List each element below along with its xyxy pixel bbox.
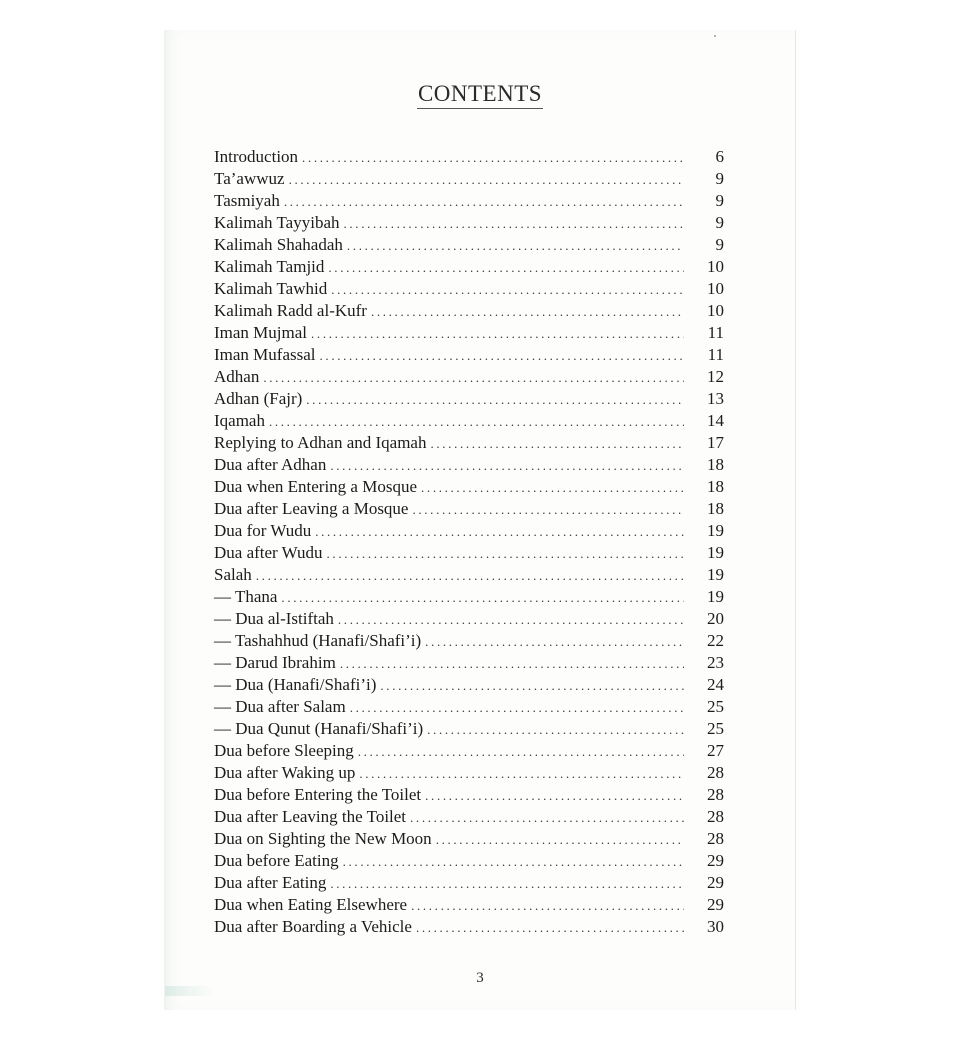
toc-entry-page: 13	[707, 389, 724, 408]
toc-dot-leader	[410, 807, 684, 829]
toc-entry-title: — Thana	[214, 587, 278, 606]
toc-dot-leader	[281, 587, 684, 609]
toc-entry	[214, 146, 724, 168]
toc-entry-title: — Dua al-Istiftah	[214, 609, 334, 628]
toc-entry-page: 11	[707, 323, 724, 342]
toc-entry-page: 18	[707, 477, 724, 496]
toc-entry-page: 28	[707, 785, 724, 804]
toc-entry-page: 27	[707, 741, 724, 760]
toc-entry	[214, 388, 724, 410]
toc-entry-page: 9	[715, 235, 724, 254]
toc-entry-title: Dua after Leaving a Mosque	[214, 499, 409, 518]
page-speck	[714, 35, 716, 37]
toc-entry	[214, 542, 724, 564]
toc-entry-page: 24	[707, 675, 724, 694]
toc-entry-title: — Dua Qunut (Hanafi/Shafi’i)	[214, 719, 424, 738]
toc-dot-leader	[338, 609, 684, 631]
toc-entry-page: 25	[707, 719, 724, 738]
toc-entry-title: — Darud Ibrahim	[214, 653, 336, 672]
toc-entry	[214, 608, 724, 630]
toc-entry-page: 9	[715, 169, 724, 188]
toc-entry-page: 28	[707, 763, 724, 782]
toc-entry-page: 6	[715, 147, 724, 166]
toc-entry	[214, 718, 724, 740]
toc-dot-leader	[430, 433, 684, 455]
toc-entry-title: Adhan	[214, 367, 260, 386]
toc-entry-title: Iman Mujmal	[214, 323, 308, 342]
toc-entry-title: — Dua after Salam	[214, 697, 346, 716]
toc-dot-leader	[330, 455, 684, 477]
toc-entry-page: 19	[707, 521, 724, 540]
toc-dot-leader	[328, 257, 684, 279]
toc-entry	[214, 168, 724, 190]
toc-entry-page: 18	[707, 455, 724, 474]
toc-entry-title: Replying to Adhan and Iqamah	[214, 433, 427, 452]
toc-entry-page: 9	[715, 191, 724, 210]
toc-entry	[214, 872, 724, 894]
toc-dot-leader	[411, 895, 684, 917]
toc-entry-page: 29	[707, 851, 724, 870]
toc-entry-page: 10	[707, 257, 724, 276]
toc-entry	[214, 300, 724, 322]
toc-entry-title: — Tashahhud (Hanafi/Shafi’i)	[214, 631, 422, 650]
toc-dot-leader	[330, 873, 684, 895]
toc-entry-title: Kalimah Shahadah	[214, 235, 343, 254]
page-number: 3	[476, 970, 484, 986]
toc-entry	[214, 190, 724, 212]
toc-entry-title: Adhan (Fajr)	[214, 389, 303, 408]
toc-dot-leader	[350, 697, 684, 719]
toc-dot-leader	[284, 191, 684, 213]
toc-dot-leader	[256, 565, 684, 587]
toc-dot-leader	[311, 323, 684, 345]
toc-entry-title: Ta’awwuz	[214, 169, 285, 188]
toc-entry	[214, 410, 724, 432]
toc-entry-page: 28	[707, 807, 724, 826]
toc-dot-leader	[380, 675, 684, 697]
toc-dot-leader	[289, 169, 684, 191]
toc-dot-leader	[263, 367, 684, 389]
toc-dot-leader	[331, 279, 684, 301]
toc-entry	[214, 784, 724, 806]
toc-entry	[214, 256, 724, 278]
book-page	[164, 30, 796, 1010]
toc-entry	[214, 212, 724, 234]
toc-dot-leader	[343, 851, 684, 873]
toc-entry	[214, 366, 724, 388]
toc-entry-title: Iman Mufassal	[214, 345, 316, 364]
toc-entry-page: 12	[707, 367, 724, 386]
toc-entry-title: Tasmiyah	[214, 191, 280, 210]
toc-dot-leader	[412, 499, 684, 521]
toc-entry	[214, 278, 724, 300]
toc-entry	[214, 476, 724, 498]
toc-entry	[214, 498, 724, 520]
toc-entry	[214, 454, 724, 476]
toc-entry-page: 29	[707, 873, 724, 892]
toc-entry-page: 11	[707, 345, 724, 364]
toc-entry-page: 30	[707, 917, 724, 936]
toc-entry-title: Dua after Eating	[214, 873, 327, 892]
toc-entry-title: Dua before Entering the Toilet	[214, 785, 422, 804]
toc-entry	[214, 344, 724, 366]
toc-entry-page: 18	[707, 499, 724, 518]
toc-entry	[214, 520, 724, 542]
toc-entry-page: 19	[707, 587, 724, 606]
toc-dot-leader	[344, 213, 685, 235]
toc-dot-leader	[371, 301, 684, 323]
toc-entry-page: 9	[715, 213, 724, 232]
toc-dot-leader	[315, 521, 684, 543]
page-corner-stain	[165, 986, 215, 996]
toc-entry	[214, 652, 724, 674]
toc-dot-leader	[425, 785, 684, 807]
toc-entry-page: 19	[707, 565, 724, 584]
toc-entry	[214, 586, 724, 608]
toc-entry-page: 19	[707, 543, 724, 562]
toc-entry	[214, 740, 724, 762]
toc-entry-title: Dua after Waking up	[214, 763, 356, 782]
toc-dot-leader	[436, 829, 684, 851]
toc-entry	[214, 894, 724, 916]
toc-entry-page: 22	[707, 631, 724, 650]
toc-dot-leader	[416, 917, 684, 939]
toc-entry	[214, 234, 724, 256]
toc-entry-title: Dua after Boarding a Vehicle	[214, 917, 412, 936]
toc-entry	[214, 916, 724, 938]
toc-entry-title: Kalimah Tayyibah	[214, 213, 340, 232]
toc-entry-page: 10	[707, 301, 724, 320]
toc-entry	[214, 322, 724, 344]
toc-entry	[214, 806, 724, 828]
contents-heading-container	[165, 80, 795, 109]
toc-entry-title: Dua for Wudu	[214, 521, 312, 540]
toc-entry-title: Dua after Wudu	[214, 543, 323, 562]
toc-entry-title: Introduction	[214, 147, 299, 166]
toc-dot-leader	[427, 719, 684, 741]
toc-dot-leader	[327, 543, 684, 565]
toc-entry	[214, 696, 724, 718]
toc-entry	[214, 674, 724, 696]
toc-entry	[214, 432, 724, 454]
toc-entry-title: Dua before Eating	[214, 851, 339, 870]
toc-dot-leader	[269, 411, 684, 433]
toc-entry-page: 10	[707, 279, 724, 298]
toc-entry-title: — Dua (Hanafi/Shafi’i)	[214, 675, 377, 694]
toc-entry	[214, 850, 724, 872]
toc-dot-leader	[320, 345, 684, 367]
toc-entry-page: 23	[707, 653, 724, 672]
toc-entry-title: Dua when Eating Elsewhere	[214, 895, 408, 914]
toc-dot-leader	[347, 235, 684, 257]
toc-entry-title: Dua when Entering a Mosque	[214, 477, 418, 496]
toc-entry-page: 29	[707, 895, 724, 914]
toc-entry-page: 17	[707, 433, 724, 452]
table-of-contents	[214, 146, 724, 938]
toc-entry-page: 28	[707, 829, 724, 848]
toc-entry	[214, 564, 724, 586]
toc-dot-leader	[340, 653, 684, 675]
toc-entry	[214, 630, 724, 652]
toc-entry-page: 14	[707, 411, 724, 430]
toc-entry-title: Salah	[214, 565, 252, 584]
toc-entry-title: Dua after Leaving the Toilet	[214, 807, 407, 826]
toc-entry-title: Kalimah Tawhid	[214, 279, 328, 298]
toc-dot-leader	[358, 741, 684, 763]
toc-entry	[214, 762, 724, 784]
toc-entry	[214, 828, 724, 850]
toc-entry-title: Dua after Adhan	[214, 455, 327, 474]
toc-entry-title: Kalimah Radd al-Kufr	[214, 301, 367, 320]
toc-entry-title: Dua before Sleeping	[214, 741, 354, 760]
toc-entry-page: 25	[707, 697, 724, 716]
contents-heading: CONTENTS	[417, 80, 543, 109]
toc-entry-title: Iqamah	[214, 411, 265, 430]
toc-entry-title: Kalimah Tamjid	[214, 257, 325, 276]
toc-dot-leader	[359, 763, 684, 785]
toc-dot-leader	[421, 477, 684, 499]
toc-dot-leader	[425, 631, 684, 653]
toc-entry-title: Dua on Sighting the New Moon	[214, 829, 432, 848]
toc-entry-page: 20	[707, 609, 724, 628]
toc-dot-leader	[306, 389, 684, 411]
toc-dot-leader	[302, 147, 684, 169]
